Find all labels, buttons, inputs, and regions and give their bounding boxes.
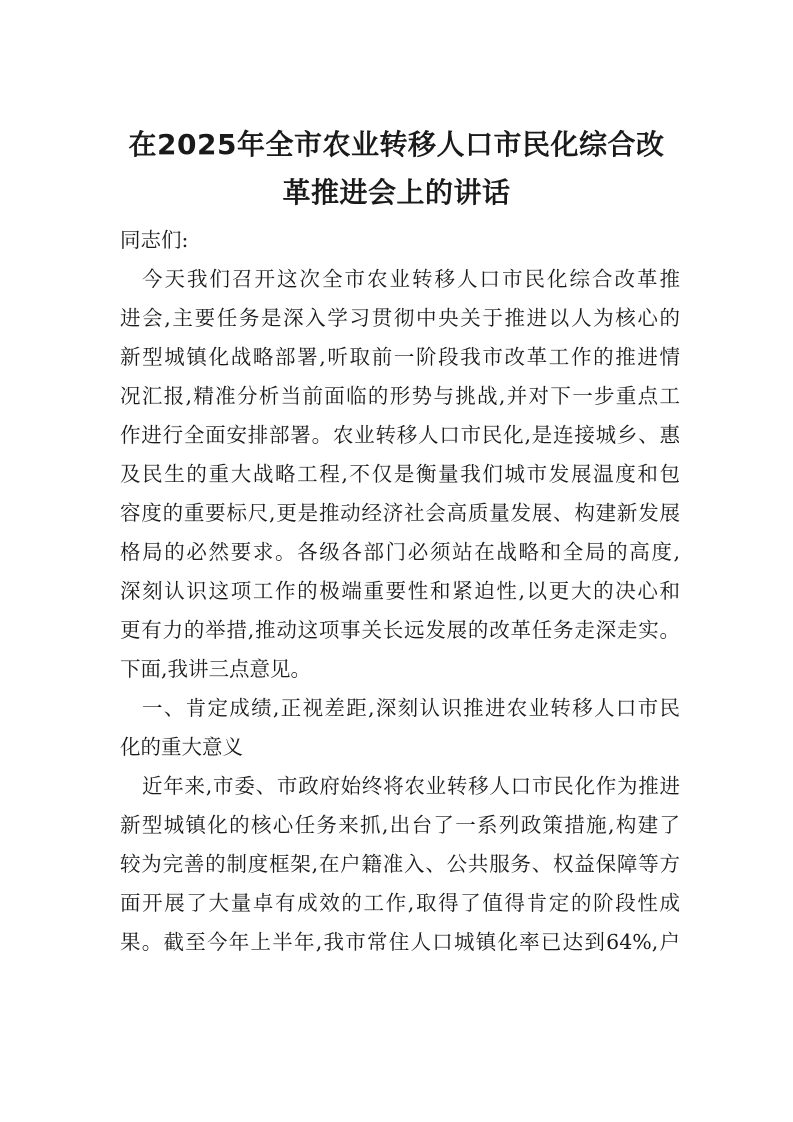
- paragraph-3-line: 新型城镇化的核心任务来抓,出台了一系列政策措施,构建了: [120, 813, 680, 837]
- paragraph-1-line: 况汇报,精准分析当前面临的形势与挑战,并对下一步重点工: [120, 384, 680, 408]
- document-title-line-2: 革推进会上的讲话: [282, 176, 511, 209]
- salutation: 同志们:: [120, 228, 189, 252]
- paragraph-3-line: 近年来,市委、市政府始终将农业转移人口市民化作为推进: [142, 774, 680, 798]
- paragraph-1-line: 更有力的举措,推动这项事关长远发展的改革任务走深走实。: [120, 618, 680, 642]
- paragraph-1-line: 及民生的重大战略工程,不仅是衡量我们城市发展温度和包: [120, 462, 680, 486]
- paragraph-1-line: 今天我们召开这次全市农业转移人口市民化综合改革推: [142, 267, 680, 291]
- section-heading-line: 化的重大意义: [120, 735, 243, 759]
- paragraph-1-line: 作进行全面安排部署。农业转移人口市民化,是连接城乡、惠: [120, 423, 680, 447]
- paragraph-1-line: 进会,主要任务是深入学习贯彻中央关于推进以人为核心的: [120, 306, 680, 330]
- paragraph-1-line: 新型城镇化战略部署,听取前一阶段我市改革工作的推进情: [120, 345, 680, 369]
- paragraph-3-line: 果。截至今年上半年,我市常住人口城镇化率已达到64%,户: [120, 930, 680, 954]
- paragraph-1-line: 格局的必然要求。各级各部门必须站在战略和全局的高度,: [120, 540, 680, 564]
- paragraph-1-line: 容度的重要标尺,更是推动经济社会高质量发展、构建新发展: [120, 501, 680, 525]
- section-heading-line: 一、肯定成绩,正视差距,深刻认识推进农业转移人口市民: [142, 696, 680, 720]
- paragraph-3-line: 面开展了大量卓有成效的工作,取得了值得肯定的阶段性成: [120, 891, 680, 915]
- paragraph-1-line: 下面,我讲三点意见。: [120, 657, 312, 681]
- document-body: [120, 221, 680, 962]
- paragraph-1-line: 深刻认识这项工作的极端重要性和紧迫性,以更大的决心和: [120, 579, 680, 603]
- document-title-line-1: 在2025年全市农业转移人口市民化综合改: [128, 128, 665, 161]
- paragraph-3-line: 较为完善的制度框架,在户籍准入、公共服务、权益保障等方: [120, 852, 680, 876]
